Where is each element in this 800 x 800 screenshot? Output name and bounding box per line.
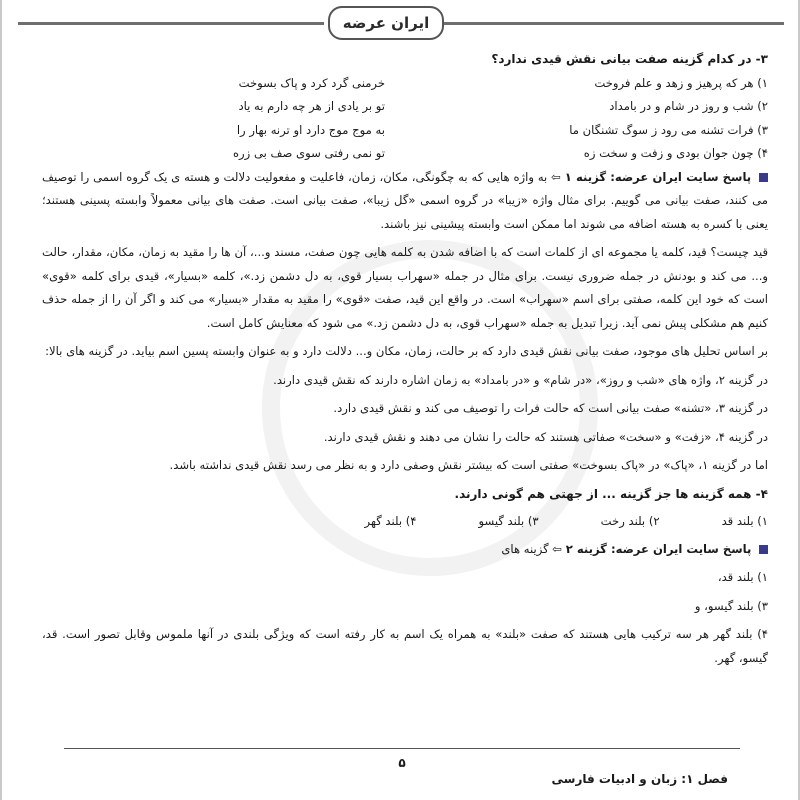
q3-option-4-b: تو نمی رفتی سوی صف بی زره: [232, 146, 385, 160]
q3-answer-tag: پاسخ سایت ایران عرضه: گزینه ۱: [564, 169, 752, 184]
arrow-left-icon: ⇦: [551, 169, 561, 184]
site-logo: [328, 6, 444, 40]
q3-paragraph-5: در گزینه ۳، «تشنه» صفت بیانی است که حالت فرات را توصیف می کند و نقش قیدی دارد.: [333, 401, 768, 415]
q3-option-2-b: تو بر یادی از هر چه دارم به یاد: [238, 99, 385, 113]
q4-option-3: ۳) بلند گیسو: [478, 514, 539, 528]
q4-line-2: ۳) بلند گیسو، و: [694, 598, 768, 613]
logo-text: ایران عرضه: [342, 14, 430, 32]
q3-paragraph-7: اما در گزینه ۱، «پاک» در «پاک بسوخت» صفتی است که بیشتر نقش وصفی دارد و به نظر می رسد نقش قیدی نداشته باشد.: [169, 458, 768, 472]
q4-answer-rest: ⇦ گزینه های: [501, 541, 563, 556]
q4-line-3: ۴) بلند گهر هر سه ترکیب هایی هستند که صفت «بلند» به همراه یک اسم به کار رفته است که ویژگی بلندی در آنها ملموس وقابل تصور است. قد، گیسو، گهر.: [42, 627, 768, 665]
question-3-options: [42, 72, 768, 166]
question-4: ۴- همه گزینه ها جز گزینه ... از جهتی هم گونی دارند.: [454, 486, 768, 501]
q3-option-3-a: ۳) فرات تشنه می رود ز سوگ تشنگان ما: [569, 122, 768, 137]
q3-paragraph-4: در گزینه ۲، واژه های «شب و روز»، «در شام» و «در بامداد» به زمان اشاره دارند که نقش قیدی دارند.: [273, 372, 768, 387]
q3-paragraph-6: در گزینه ۴، «زفت» و «سخت» صفاتی هستند که حالت را نشان می دهند و نقش قیدی دارند.: [323, 429, 768, 444]
q3-option-1-a: ۱) هر که پرهیز و زهد و علم فروخت: [594, 75, 768, 90]
q3-paragraph-1: به واژه هایی که به چگونگی، مکان، زمان، فاعلیت و مفعولیت دلالت و هسته ی یک گروه اسمی را توصیف می کنند، صفت بیانی می گوییم. برای مثال واژه «زیبا» در گروه اسمی «گل زیبا»، صفت بیانی است. صفت های بیانی معمولاً وابسته پسینی هستند؛ یعنی با کسره به هسته اضافه می شوند اما ممکن است وابسته پیشینی نیز باشند.: [42, 169, 768, 231]
answer-marker-icon: [759, 173, 768, 182]
q4-answer: [42, 538, 768, 562]
page-content: [42, 48, 768, 670]
q4-option-4: ۴) بلند گهر: [364, 514, 417, 528]
question-4-options: [42, 510, 768, 534]
header-rule-left: [18, 22, 324, 25]
answer-marker-icon: [759, 545, 768, 554]
q3-paragraph-3: بر اساس تحلیل های موجود، صفت بیانی نقش قیدی دارد که بر حالت، زمان، مکان و... دلالت دارد و به عنوان وابسته پسین اسم بیاید. در گزینه های بالا:: [45, 344, 768, 358]
q3-option-3-b: به موج موج دارد او ترنه بهار را: [236, 122, 385, 137]
q4-option-1: ۱) بلند قد: [721, 514, 768, 528]
header-rule-right: [444, 22, 784, 25]
footer-rule: [64, 748, 740, 749]
chapter-title: فصل ۱: زبان و ادبیات فارسی: [551, 772, 728, 786]
question-3: ۳- در کدام گزینه صفت بیانی نقش قیدی ندارد؟: [491, 52, 768, 66]
q3-paragraph-2: قید چیست؟ قید، کلمه یا مجموعه ای از کلمات است که با اضافه شدن به کلمه هایی چون صفت، مسند و...، آن ها را مقید به زمان، مکان، مقدار، حالت و... می کند و بودنش در جمله ضروری نیست. برای مثال در جمله «سهراب بسیار قوی، به دل دشمن زد.»، کلمه «بسیار»، قیدی برای کلمه «قوی» است که خود این کلمه، صفتی برای اسم «سهراب» است. در واقع این قید، صفت «قوی» را مقید به مقدار «بسیار» می کند و اگر آن را از جمله حذف کنیم هم مشکلی پیش نمی آید. زیرا تبدیل به جمله «سهراب قوی، به دل دشمن زد.» می شود که معنایش کامل است.: [42, 245, 768, 330]
page-number: ۵: [398, 756, 406, 770]
q4-answer-tag: پاسخ سایت ایران عرضه: گزینه ۲: [565, 541, 752, 556]
q4-line-1: ۱) بلند قد،: [717, 570, 768, 584]
q3-option-1-b: خرمنی گرد کرد و پاک بسوخت: [238, 75, 385, 90]
q3-option-2-a: ۲) شب و روز در شام و در بامداد: [609, 99, 768, 113]
q3-answer: [42, 166, 768, 237]
q4-option-2: ۲) بلند رخت: [600, 514, 660, 528]
q3-option-4-a: ۴) چون جوان بودی و زفت و سخت زه: [583, 146, 768, 160]
